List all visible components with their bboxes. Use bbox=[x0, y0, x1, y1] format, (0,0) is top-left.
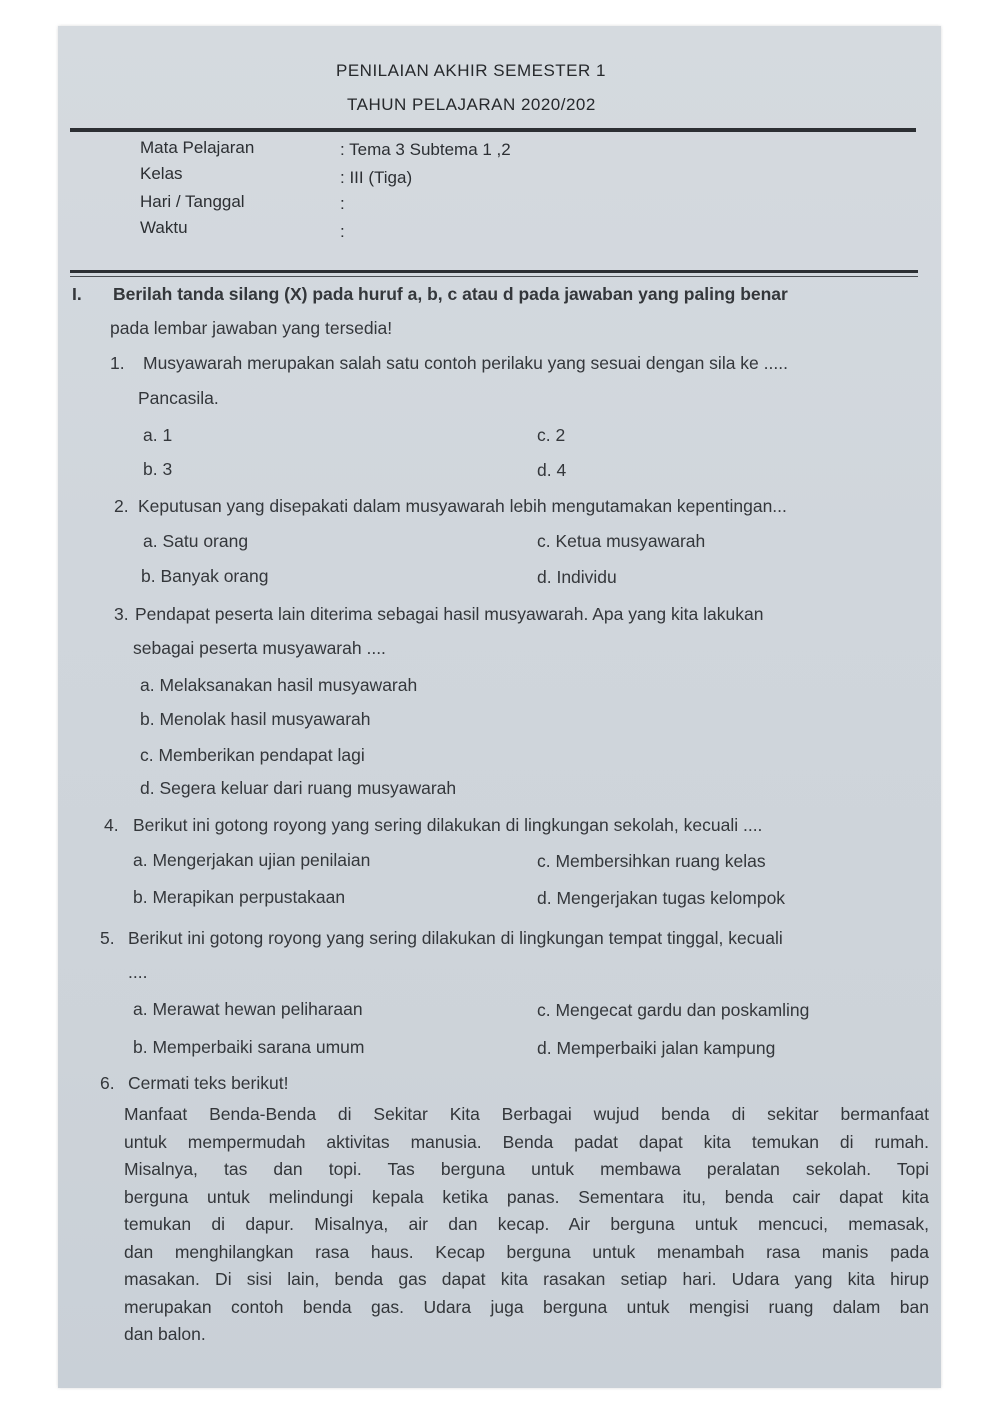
option-d[interactable]: d. Individu bbox=[537, 567, 617, 587]
question-text-cont: Pancasila. bbox=[138, 388, 219, 408]
question-number: 4. bbox=[104, 815, 119, 835]
section-instruction-cont: pada lembar jawaban yang tersedia! bbox=[110, 318, 393, 338]
meta-value-time: : bbox=[340, 222, 345, 241]
option-a[interactable]: a. Merawat hewan peliharaan bbox=[133, 999, 363, 1019]
option-a[interactable]: a. Melaksanakan hasil musyawarah bbox=[140, 675, 418, 695]
passage-line: temukan di dapur. Misalnya, air dan kecap. Air berguna untuk mencuci, memasak, bbox=[124, 1214, 929, 1234]
question-text: Pendapat peserta lain diterima sebagai hasil musyawarah. Apa yang kita lakukan bbox=[135, 604, 764, 624]
option-d[interactable]: d. 4 bbox=[537, 460, 567, 480]
option-b[interactable]: b. Merapikan perpustakaan bbox=[133, 887, 346, 907]
question-number: 6. bbox=[100, 1073, 115, 1093]
header-rule-bottom bbox=[70, 270, 918, 273]
passage-line: dan menghilangkan rasa haus. Kecap berguna untuk menambah rasa manis pada bbox=[124, 1241, 929, 1262]
question-number: 5. bbox=[100, 928, 115, 948]
section-number: I. bbox=[72, 284, 82, 304]
question-text: Berikut ini gotong royong yang sering dilakukan di lingkungan tempat tinggal, kecuali bbox=[128, 928, 783, 948]
option-c[interactable]: c. Ketua musyawarah bbox=[537, 531, 706, 551]
meta-value-class: : III (Tiga) bbox=[340, 168, 413, 187]
option-a[interactable]: a. Satu orang bbox=[143, 531, 249, 551]
option-d[interactable]: d. Memperbaiki jalan kampung bbox=[537, 1038, 776, 1058]
option-d[interactable]: d. Segera keluar dari ruang musyawarah bbox=[140, 778, 457, 798]
option-d[interactable]: d. Mengerjakan tugas kelompok bbox=[537, 888, 786, 908]
passage-line: untuk mempermudah aktivitas manusia. Benda padat dapat kita temukan di rumah. bbox=[124, 1131, 929, 1152]
question-text: Berikut ini gotong royong yang sering dilakukan di lingkungan sekolah, kecuali .... bbox=[133, 815, 763, 835]
option-c[interactable]: c. 2 bbox=[537, 425, 566, 445]
meta-label-subject: Mata Pelajaran bbox=[140, 138, 255, 157]
reading-passage bbox=[124, 1101, 929, 1349]
question-text: Musyawarah merupakan salah satu contoh perilaku yang sesuai dengan sila ke ..... bbox=[143, 353, 788, 373]
passage-line: masakan. Di sisi lain, benda gas dapat kita rasakan setiap hari. Udara yang kita hirup bbox=[124, 1269, 929, 1289]
option-b[interactable]: b. 3 bbox=[143, 459, 173, 479]
meta-value-subject: : Tema 3 Subtema 1 ,2 bbox=[340, 140, 511, 159]
passage-line: merupakan contoh benda gas. Udara juga berguna untuk mengisi ruang dalam ban bbox=[124, 1296, 929, 1317]
option-c[interactable]: c. Mengecat gardu dan poskamling bbox=[537, 1000, 810, 1020]
question-text-cont: .... bbox=[128, 962, 148, 982]
question-number: 1. bbox=[110, 353, 125, 373]
question-text-cont: sebagai peserta musyawarah .... bbox=[133, 638, 386, 658]
meta-label-date: Hari / Tanggal bbox=[140, 192, 245, 211]
passage-line: Manfaat Benda-Benda di Sekitar Kita Berbagai wujud benda di sekitar bermanfaat bbox=[124, 1104, 929, 1124]
question-number: 3. bbox=[114, 604, 129, 624]
question-number: 2. bbox=[114, 496, 129, 516]
header-rule-bottom-thin bbox=[70, 276, 918, 277]
option-b[interactable]: b. Memperbaiki sarana umum bbox=[133, 1037, 365, 1057]
section-instruction: Berilah tanda silang (X) pada huruf a, b, c atau d pada jawaban yang paling benar bbox=[113, 284, 788, 304]
option-b[interactable]: b. Menolak hasil musyawarah bbox=[140, 709, 371, 729]
exam-title: PENILAIAN AKHIR SEMESTER 1 bbox=[336, 61, 606, 80]
passage-line: dan balon. bbox=[124, 1324, 206, 1344]
meta-label-class: Kelas bbox=[140, 164, 183, 183]
option-a[interactable]: a. Mengerjakan ujian penilaian bbox=[133, 850, 371, 870]
meta-value-date: : bbox=[340, 194, 345, 213]
passage-line: berguna untuk melindungi kepala ketika panas. Sementara itu, benda cair dapat kita bbox=[124, 1186, 929, 1207]
option-c[interactable]: c. Membersihkan ruang kelas bbox=[537, 851, 766, 871]
option-c[interactable]: c. Memberikan pendapat lagi bbox=[140, 745, 365, 765]
option-b[interactable]: b. Banyak orang bbox=[141, 566, 269, 586]
question-text: Cermati teks berikut! bbox=[128, 1073, 289, 1093]
question-text: Keputusan yang disepakati dalam musyawarah lebih mengutamakan kepentingan... bbox=[138, 496, 787, 516]
passage-line: Misalnya, tas dan topi. Tas berguna untuk membawa peralatan sekolah. Topi bbox=[124, 1159, 929, 1179]
meta-label-time: Waktu bbox=[140, 218, 188, 237]
option-a[interactable]: a. 1 bbox=[143, 425, 173, 445]
header-rule-top bbox=[70, 128, 916, 132]
exam-year: TAHUN PELAJARAN 2020/202 bbox=[347, 95, 596, 114]
